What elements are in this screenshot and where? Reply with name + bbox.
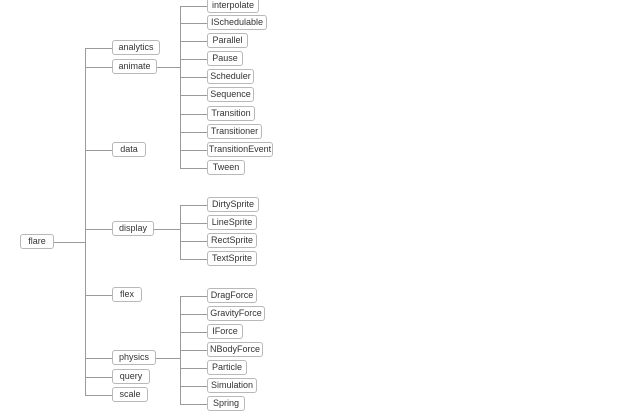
tree-edge (180, 168, 207, 169)
tree-edge-stub (54, 242, 85, 243)
tree-edge (180, 150, 207, 151)
tree-edge (180, 205, 207, 206)
tree-node-dirtysprite[interactable]: DirtySprite (207, 197, 259, 212)
tree-edge (180, 6, 207, 7)
tree-node-textsprite[interactable]: TextSprite (207, 251, 257, 266)
tree-edge (85, 395, 112, 396)
tree-edge (180, 332, 207, 333)
tree-node-transition[interactable]: Transition (207, 106, 255, 121)
tree-node-scale[interactable]: scale (112, 387, 148, 402)
tree-node-flare[interactable]: flare (20, 234, 54, 249)
tree-edge (180, 223, 207, 224)
tree-node-gravityforce[interactable]: GravityForce (207, 306, 265, 321)
tree-edge-stub (157, 67, 180, 68)
tree-node-analytics[interactable]: analytics (112, 40, 160, 55)
tree-edge (180, 41, 207, 42)
tree-edge (180, 314, 207, 315)
tree-edge (180, 59, 207, 60)
tree-node-iforce[interactable]: IForce (207, 324, 243, 339)
tree-edge (180, 95, 207, 96)
tree-edge (180, 23, 207, 24)
tree-node-interpolate[interactable]: interpolate (207, 0, 259, 13)
tree-node-dragforce[interactable]: DragForce (207, 288, 257, 303)
tree-edge (85, 229, 112, 230)
tree-node-simulation[interactable]: Simulation (207, 378, 257, 393)
tree-edge (180, 241, 207, 242)
tree-node-transitioner[interactable]: Transitioner (207, 124, 262, 139)
tree-edge (85, 295, 112, 296)
tree-node-linesprite[interactable]: LineSprite (207, 215, 257, 230)
tree-edge (85, 358, 112, 359)
tree-edge-spine (180, 205, 181, 259)
tree-edge (180, 386, 207, 387)
tree-edge (180, 132, 207, 133)
tree-edge (85, 48, 112, 49)
tree-edge (85, 150, 112, 151)
tree-node-flex[interactable]: flex (112, 287, 142, 302)
tree-node-particle[interactable]: Particle (207, 360, 247, 375)
tree-edge (85, 377, 112, 378)
tree-node-query[interactable]: query (112, 369, 150, 384)
tree-edge-stub (156, 358, 180, 359)
tree-node-rectsprite[interactable]: RectSprite (207, 233, 257, 248)
tree-node-tween[interactable]: Tween (207, 160, 245, 175)
tree-node-ischedulable[interactable]: ISchedulable (207, 15, 267, 30)
tree-node-pause[interactable]: Pause (207, 51, 243, 66)
tree-edge (180, 259, 207, 260)
tree-edge-spine (180, 6, 181, 168)
tree-edge-stub (154, 229, 180, 230)
tree-edge (180, 296, 207, 297)
tree-edge (180, 368, 207, 369)
tree-edge (180, 350, 207, 351)
tree-node-nbodyforce[interactable]: NBodyForce (207, 342, 263, 357)
tree-node-sequence[interactable]: Sequence (207, 87, 254, 102)
tree-node-parallel[interactable]: Parallel (207, 33, 248, 48)
tree-node-display[interactable]: display (112, 221, 154, 236)
tree-node-data[interactable]: data (112, 142, 146, 157)
tree-edge (180, 77, 207, 78)
tree-edge-spine (85, 48, 86, 395)
tree-node-scheduler[interactable]: Scheduler (207, 69, 254, 84)
tree-edge (85, 67, 112, 68)
tree-node-physics[interactable]: physics (112, 350, 156, 365)
tree-node-transitionevent[interactable]: TransitionEvent (207, 142, 273, 157)
tree-edge (180, 114, 207, 115)
tree-edge (180, 404, 207, 405)
tree-node-spring[interactable]: Spring (207, 396, 245, 411)
tree-node-animate[interactable]: animate (112, 59, 157, 74)
